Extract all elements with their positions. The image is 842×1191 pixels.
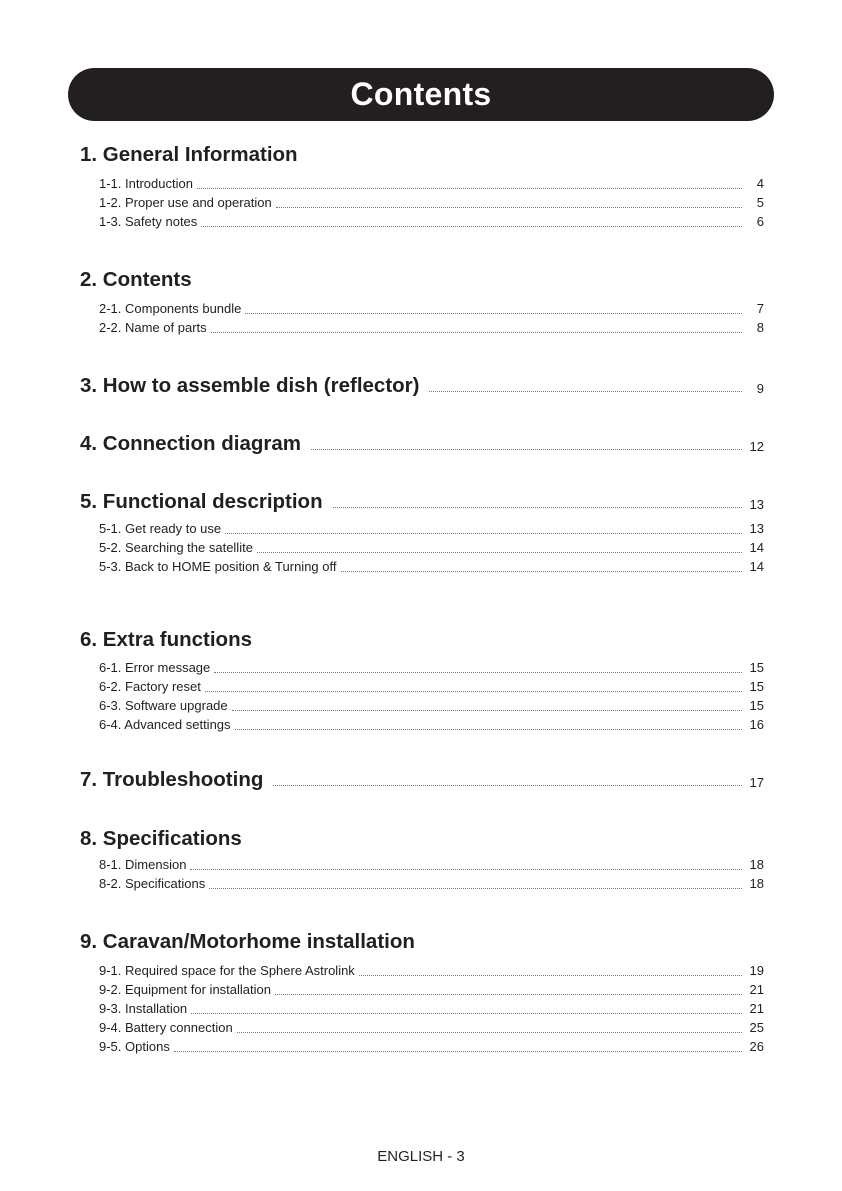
toc-entry[interactable] xyxy=(99,855,764,873)
page-footer: ENGLISH - 3 xyxy=(377,1148,465,1165)
toc-entry-label: 2-1. Components bundle xyxy=(99,301,242,316)
dot-leader xyxy=(174,1051,742,1052)
section-title-troubleshooting: 7. Troubleshooting xyxy=(80,768,264,791)
toc-entry[interactable] xyxy=(99,193,764,211)
toc-entry-page: 15 xyxy=(749,698,764,713)
toc-entry-page: 19 xyxy=(749,963,764,978)
toc-entry-page: 5 xyxy=(756,195,764,210)
contents-header xyxy=(68,68,774,121)
section-title-caravan-installation: 9. Caravan/Motorhome installation xyxy=(80,930,415,953)
toc-entry[interactable] xyxy=(99,318,764,336)
toc-entry-label: 5-1. Get ready to use xyxy=(99,521,222,536)
toc-entry[interactable] xyxy=(99,980,764,998)
dot-leader xyxy=(245,313,742,314)
dot-leader xyxy=(205,691,742,692)
dot-leader xyxy=(257,552,742,553)
toc-entry-label: 6-1. Error message xyxy=(99,660,211,675)
dot-leader xyxy=(341,571,743,572)
toc-entry-page: 21 xyxy=(749,1001,764,1016)
toc-section-functional-description[interactable] xyxy=(80,488,764,514)
dot-leader xyxy=(211,332,742,333)
toc-entry-label: 1-1. Introduction xyxy=(99,176,193,191)
toc-entry-label: 9-1. Required space for the Sphere Astrolink xyxy=(99,963,355,978)
toc-entry[interactable] xyxy=(99,696,764,714)
section-title-extra-functions: 6. Extra functions xyxy=(80,628,253,651)
toc-section-page: 12 xyxy=(749,439,764,454)
toc-entry-page: 14 xyxy=(749,540,764,555)
dot-leader xyxy=(201,226,742,227)
toc-entry-label: 8-1. Dimension xyxy=(99,857,187,872)
dot-leader xyxy=(359,975,742,976)
section-title-assemble-dish: 3. How to assemble dish (reflector) xyxy=(80,374,420,397)
section-title-general-information: 1. General Information xyxy=(80,143,298,166)
toc-entry-page: 15 xyxy=(749,660,764,675)
dot-leader xyxy=(225,533,742,534)
toc-entry-label: 5-2. Searching the satellite xyxy=(99,540,253,555)
toc-entry[interactable] xyxy=(99,961,764,979)
toc-entry-label: 1-3. Safety notes xyxy=(99,214,198,229)
dot-leader xyxy=(235,729,742,730)
toc-entry-label: 9-5. Options xyxy=(99,1039,170,1054)
toc-section-assemble-dish[interactable] xyxy=(80,372,764,398)
toc-entry-label: 9-4. Battery connection xyxy=(99,1020,233,1035)
dot-leader xyxy=(275,994,742,995)
dot-leader xyxy=(209,888,742,889)
toc-section-page: 17 xyxy=(749,775,764,790)
toc-entry-page: 8 xyxy=(756,320,764,335)
toc-section-page: 9 xyxy=(756,381,764,396)
toc-entry-page: 13 xyxy=(749,521,764,536)
dot-leader xyxy=(237,1032,742,1033)
toc-entry[interactable] xyxy=(99,212,764,230)
toc-entry-page: 6 xyxy=(756,214,764,229)
toc-entry-page: 18 xyxy=(749,857,764,872)
toc-section-page: 13 xyxy=(749,497,764,512)
toc-entry-page: 21 xyxy=(749,982,764,997)
toc-entry-page: 4 xyxy=(756,176,764,191)
toc-entry-label: 6-4. Advanced settings xyxy=(99,717,231,732)
section-title-specifications: 8. Specifications xyxy=(80,827,242,850)
toc-entry[interactable] xyxy=(99,677,764,695)
toc-entry[interactable] xyxy=(99,658,764,676)
toc-entry[interactable] xyxy=(99,538,764,556)
toc-entry-label: 2-2. Name of parts xyxy=(99,320,207,335)
dot-leader xyxy=(333,507,742,508)
toc-entry-label: 1-2. Proper use and operation xyxy=(99,195,272,210)
dot-leader xyxy=(191,1013,742,1014)
toc-entry[interactable] xyxy=(99,174,764,192)
toc-entry-page: 15 xyxy=(749,679,764,694)
toc-entry-label: 5-3. Back to HOME position & Turning off xyxy=(99,559,337,574)
toc-entry-label: 6-3. Software upgrade xyxy=(99,698,228,713)
toc-entry[interactable] xyxy=(99,299,764,317)
dot-leader xyxy=(311,449,742,450)
toc-entry-page: 25 xyxy=(749,1020,764,1035)
toc-entry-page: 26 xyxy=(749,1039,764,1054)
dot-leader xyxy=(429,391,742,392)
section-title-connection-diagram: 4. Connection diagram xyxy=(80,432,301,455)
toc-entry-page: 18 xyxy=(749,876,764,891)
toc-entry[interactable] xyxy=(99,1037,764,1055)
toc-entry[interactable] xyxy=(99,519,764,537)
section-title-contents: 2. Contents xyxy=(80,268,192,291)
toc-entry-label: 9-3. Installation xyxy=(99,1001,188,1016)
toc-entry[interactable] xyxy=(99,715,764,733)
toc-entry-page: 14 xyxy=(749,559,764,574)
dot-leader xyxy=(276,207,742,208)
toc-entry[interactable] xyxy=(99,999,764,1017)
toc-entry[interactable] xyxy=(99,557,764,575)
page-title: Contents xyxy=(350,76,492,112)
dot-leader xyxy=(232,710,742,711)
dot-leader xyxy=(190,869,742,870)
toc-entry[interactable] xyxy=(99,874,764,892)
toc-entry-label: 6-2. Factory reset xyxy=(99,679,201,694)
toc-section-troubleshooting[interactable] xyxy=(80,766,764,792)
dot-leader xyxy=(214,672,742,673)
toc-entry[interactable] xyxy=(99,1018,764,1036)
toc-entry-page: 16 xyxy=(749,717,764,732)
dot-leader xyxy=(273,785,742,786)
section-title-functional-description: 5. Functional description xyxy=(80,490,323,513)
toc-entry-label: 8-2. Specifications xyxy=(99,876,206,891)
toc-entry-label: 9-2. Equipment for installation xyxy=(99,982,271,997)
dot-leader xyxy=(197,188,742,189)
toc-section-connection-diagram[interactable] xyxy=(80,430,764,456)
toc-entry-page: 7 xyxy=(756,301,764,316)
